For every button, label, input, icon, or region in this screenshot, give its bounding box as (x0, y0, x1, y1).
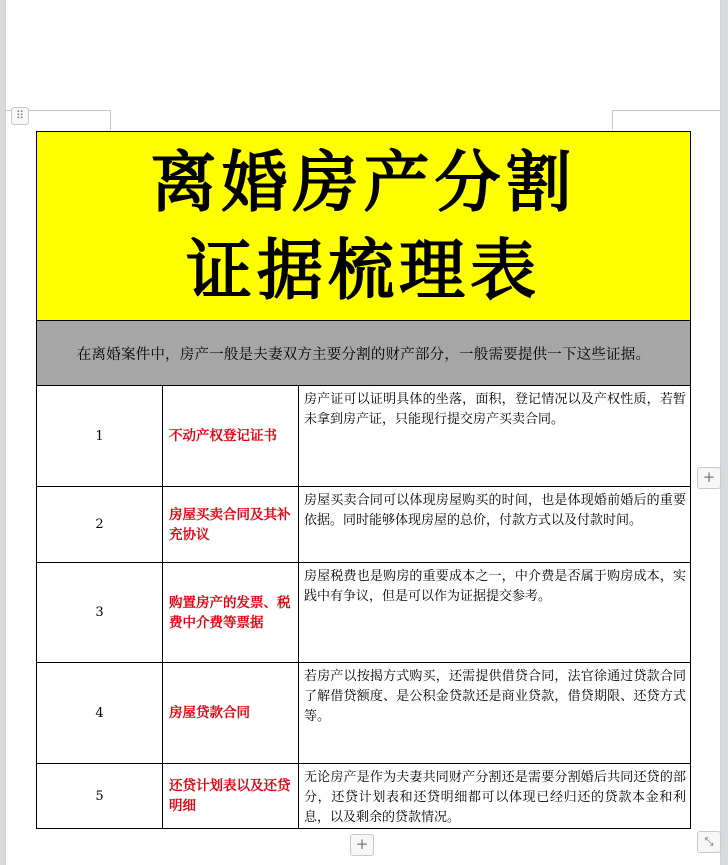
row-number[interactable]: 2 (37, 487, 163, 563)
add-row-button[interactable]: + (350, 834, 374, 856)
table-title-cell[interactable] (37, 132, 691, 321)
table-row (37, 563, 691, 663)
title-line-2: 证据梳理表 (186, 231, 541, 309)
table-row (37, 663, 691, 764)
row-number[interactable]: 5 (37, 764, 163, 829)
evidence-description[interactable]: 无论房产是作为夫妻共同财产分割还是需要分割婚后共同还贷的部分，还贷计划表和还贷明细都可以体现已经归还的贷款本金和利息，以及剩余的贷款情况。 (299, 764, 691, 829)
evidence-table (36, 131, 691, 829)
evidence-description[interactable]: 房屋税费也是购房的重要成本之一，中介费是否属于购房成本，实践中有争议，但是可以作为证据提交参考。 (299, 563, 691, 663)
row-number[interactable]: 3 (37, 563, 163, 663)
table-row (37, 764, 691, 829)
evidence-description[interactable]: 房屋买卖合同可以体现房屋购买的时间，也是体现婚前婚后的重要依据。同时能够体现房屋的总价，付款方式以及付款时间。 (299, 487, 691, 563)
title-line-1: 离婚房产分割 (150, 143, 577, 221)
evidence-description[interactable]: 房产证可以证明具体的坐落，面积，登记情况以及产权性质，若暂未拿到房产证，只能现行提交房产买卖合同。 (299, 386, 691, 487)
table-row (37, 386, 691, 487)
margin-mark-top-left-vertical (110, 110, 111, 130)
evidence-description[interactable]: 若房产以按揭方式购买，还需提供借贷合同，法官徐通过贷款合同了解借贷额度、是公积金贷款还是商业贷款，借贷期限、还贷方式等。 (299, 663, 691, 764)
intro-cell[interactable]: 在离婚案件中，房产一般是夫妻双方主要分割的财产部分，一般需要提供一下这些证据。 (37, 321, 691, 386)
evidence-name[interactable]: 不动产权登记证书 (163, 386, 299, 487)
margin-mark-top-right-vertical (612, 110, 613, 130)
margin-mark-top-right (612, 110, 720, 111)
add-column-button[interactable]: + (697, 467, 721, 489)
table-drag-handle-icon[interactable]: ⠿ (11, 107, 29, 125)
row-number[interactable]: 1 (37, 386, 163, 487)
evidence-name[interactable]: 购置房产的发票、税费中介费等票据 (163, 563, 299, 663)
resize-corner-icon[interactable]: ⤡ (697, 831, 721, 853)
evidence-name[interactable]: 房屋买卖合同及其补充协议 (163, 487, 299, 563)
row-number[interactable]: 4 (37, 663, 163, 764)
evidence-name[interactable]: 还贷计划表以及还贷明细 (163, 764, 299, 829)
table-row (37, 487, 691, 563)
evidence-name[interactable]: 房屋贷款合同 (163, 663, 299, 764)
